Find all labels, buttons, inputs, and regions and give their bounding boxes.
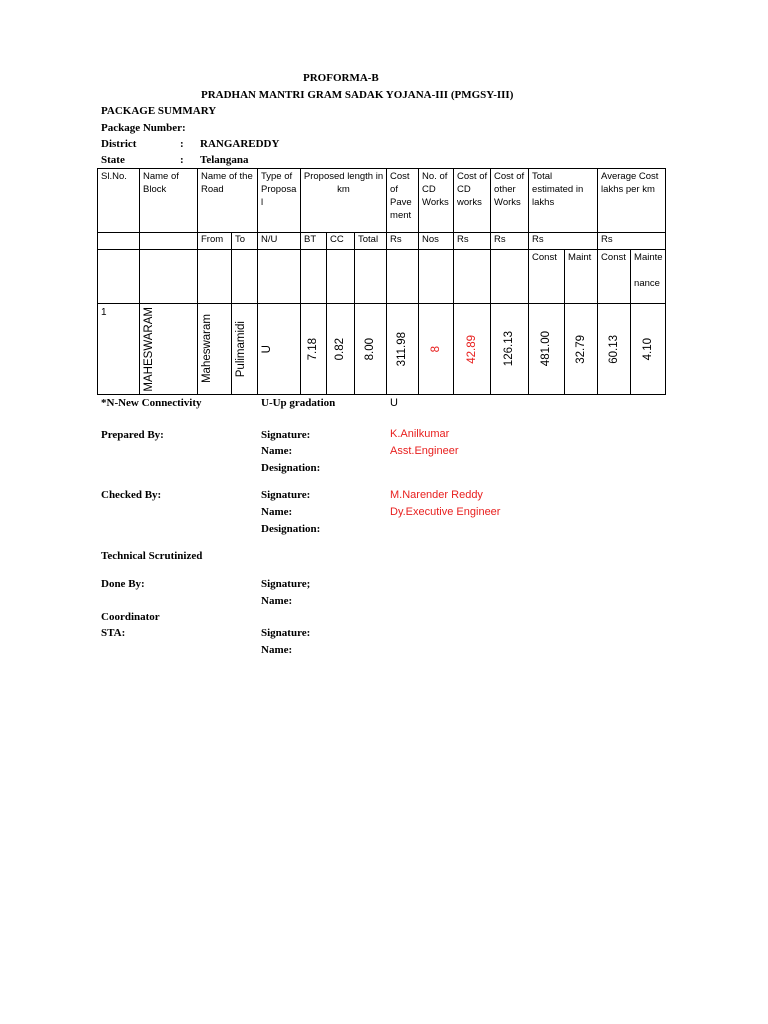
prepared-designation-label: Designation: <box>261 462 321 474</box>
cell-pavement-cost <box>387 304 419 395</box>
unit-total-length <box>355 233 387 250</box>
state-label: State <box>101 154 125 166</box>
other-works-cost-value: 126.13 <box>503 331 516 367</box>
unit-from <box>198 233 232 250</box>
table-subheader-row <box>98 250 666 304</box>
proforma-title: PROFORMA-B <box>303 72 379 84</box>
subheader-average-maint-text: Mainte nance <box>634 252 663 289</box>
prepared-by-label: Prepared By: <box>101 429 164 441</box>
header-other-works-cost <box>491 169 529 233</box>
cell-proposal-type <box>258 304 301 395</box>
road-to-value: Pulimamidi <box>235 320 247 378</box>
cell-total-const <box>529 304 565 395</box>
subheader-average-const <box>598 250 631 304</box>
district-value: RANGAREDDY <box>200 138 280 150</box>
header-cd-works-cost-text: Cost of CD works <box>457 171 488 208</box>
total-const-value: 481.00 <box>540 331 553 367</box>
empty-cell <box>258 250 301 304</box>
header-proposal-type <box>258 169 301 233</box>
prepared-name-label: Name: <box>261 445 293 457</box>
header-average-cost <box>598 169 666 233</box>
cell-road-to <box>232 304 258 395</box>
unit-pavement-cost <box>387 233 419 250</box>
unit-total-text: Rs <box>532 234 544 245</box>
unit-cc-text: CC <box>330 234 344 245</box>
cell-average-maint <box>631 304 666 395</box>
section-title: PACKAGE SUMMARY <box>101 105 217 117</box>
cell-road-from <box>198 304 232 395</box>
checked-name-value: Dy.Executive Engineer <box>390 506 501 518</box>
empty-cell <box>98 233 140 250</box>
unit-cc <box>327 233 355 250</box>
sta-label: STA: <box>101 627 126 639</box>
total-length-value: 8.00 <box>364 337 377 361</box>
empty-cell <box>140 250 198 304</box>
unit-total-length-text: Total <box>358 234 379 245</box>
cell-bt-length <box>301 304 327 395</box>
header-sl-no-text: Sl.No. <box>101 171 127 182</box>
unit-average <box>598 233 666 250</box>
done-by-signature-label: Signature; <box>261 578 311 590</box>
cd-works-cost-value: 42.89 <box>465 334 478 364</box>
done-by-name-label: Name: <box>261 595 293 607</box>
empty-cell <box>387 250 419 304</box>
subheader-average-maint <box>631 250 666 304</box>
checked-signature-value: M.Narender Reddy <box>390 489 483 501</box>
subheader-total-maint <box>565 250 598 304</box>
unit-type-text: N/U <box>261 234 278 245</box>
cell-total-length <box>355 304 387 395</box>
unit-from-text: From <box>201 234 224 245</box>
prepared-signature-value: K.Anilkumar <box>390 428 450 440</box>
header-pavement-cost-text: Cost of Pave ment <box>390 171 412 221</box>
legend-new-connectivity: *N-New Connectivity <box>101 397 202 409</box>
header-total-estimated-text: Total estimated in lakhs <box>532 171 584 208</box>
unit-average-text: Rs <box>601 234 613 245</box>
checked-designation-label: Designation: <box>261 523 321 535</box>
technical-scrutiny-heading: Technical Scrutinized <box>101 550 203 562</box>
bt-length-value: 7.18 <box>307 337 319 361</box>
header-other-works-cost-text: Cost of other Works <box>494 171 525 208</box>
block-name-value: MAHESWARAM <box>143 306 155 392</box>
scheme-title: PRADHAN MANTRI GRAM SADAK YOJANA-III (PMGSY-III) <box>201 89 514 101</box>
empty-cell <box>98 250 140 304</box>
prepared-name-value: Asst.Engineer <box>390 445 459 457</box>
unit-to-text: To <box>235 234 246 245</box>
legend-selected-value: U <box>390 397 398 409</box>
average-maint-value: 4.10 <box>641 337 654 361</box>
cell-cd-works-cost <box>454 304 491 395</box>
package-summary-table <box>97 168 666 395</box>
cell-cd-works-count <box>419 304 454 395</box>
subheader-total-const <box>529 250 565 304</box>
pavement-cost-value: 311.98 <box>396 331 409 367</box>
unit-cd-cost-text: Rs <box>457 234 469 245</box>
empty-cell <box>454 250 491 304</box>
header-road <box>198 169 258 233</box>
empty-cell <box>327 250 355 304</box>
proposal-type-value: U <box>261 344 273 354</box>
empty-cell <box>140 233 198 250</box>
state-value: Telangana <box>200 154 249 166</box>
header-proposed-length-text: Proposed length in km <box>303 171 384 195</box>
empty-cell <box>198 250 232 304</box>
header-total-estimated <box>529 169 598 233</box>
checked-signature-label: Signature: <box>261 489 311 501</box>
average-const-value: 60.13 <box>607 334 620 364</box>
empty-cell <box>232 250 258 304</box>
cell-sl-no <box>98 304 140 395</box>
checked-by-label: Checked By: <box>101 489 162 501</box>
district-separator: : <box>180 138 184 150</box>
coordinator-name-label: Name: <box>261 644 293 656</box>
header-proposal-type-text: Type of Proposa l <box>261 171 297 208</box>
header-proposed-length <box>301 169 387 233</box>
cell-block-name <box>140 304 198 395</box>
header-pavement-cost <box>387 169 419 233</box>
header-block <box>140 169 198 233</box>
cell-other-works-cost <box>491 304 529 395</box>
unit-other-cost <box>491 233 529 250</box>
table-row <box>98 304 666 395</box>
cell-total-maint <box>565 304 598 395</box>
cd-works-count-value: 8 <box>429 345 442 353</box>
subheader-total-maint-text: Maint <box>568 252 592 263</box>
unit-cd-count-text: Nos <box>422 234 439 245</box>
total-maint-value: 32.79 <box>574 334 587 364</box>
unit-cd-count <box>419 233 454 250</box>
unit-bt <box>301 233 327 250</box>
empty-cell <box>419 250 454 304</box>
empty-cell <box>301 250 327 304</box>
road-from-value: Maheswaram <box>201 314 213 384</box>
header-road-text: Name of the Road <box>201 171 253 195</box>
subheader-average-const-text: Const <box>601 252 626 263</box>
unit-bt-text: BT <box>304 234 317 245</box>
checked-name-label: Name: <box>261 506 293 518</box>
package-number-label: Package Number: <box>101 122 186 134</box>
header-cd-works-cost <box>454 169 491 233</box>
unit-cd-cost <box>454 233 491 250</box>
unit-pavement-cost-text: Rs <box>390 234 402 245</box>
unit-type <box>258 233 301 250</box>
header-block-text: Name of Block <box>143 171 179 195</box>
sl-no-value: 1 <box>101 307 107 318</box>
header-cd-works-count <box>419 169 454 233</box>
cc-length-value: 0.82 <box>334 337 346 361</box>
coordinator-signature-label: Signature: <box>261 627 311 639</box>
table-header-row <box>98 169 666 233</box>
table-units-row <box>98 233 666 250</box>
header-average-cost-text: Average Cost lakhs per km <box>601 171 659 195</box>
header-sl-no <box>98 169 140 233</box>
header-cd-works-count-text: No. of CD Works <box>422 171 449 208</box>
empty-cell <box>355 250 387 304</box>
prepared-signature-label: Signature: <box>261 429 311 441</box>
cell-cc-length <box>327 304 355 395</box>
cell-average-const <box>598 304 631 395</box>
coordinator-label: Coordinator <box>101 611 160 623</box>
unit-other-cost-text: Rs <box>494 234 506 245</box>
district-label: District <box>101 138 137 150</box>
done-by-label: Done By: <box>101 578 145 590</box>
unit-to <box>232 233 258 250</box>
subheader-total-const-text: Const <box>532 252 557 263</box>
unit-total <box>529 233 598 250</box>
empty-cell <box>491 250 529 304</box>
state-separator: : <box>180 154 184 166</box>
legend-up-gradation: U-Up gradation <box>261 397 336 409</box>
